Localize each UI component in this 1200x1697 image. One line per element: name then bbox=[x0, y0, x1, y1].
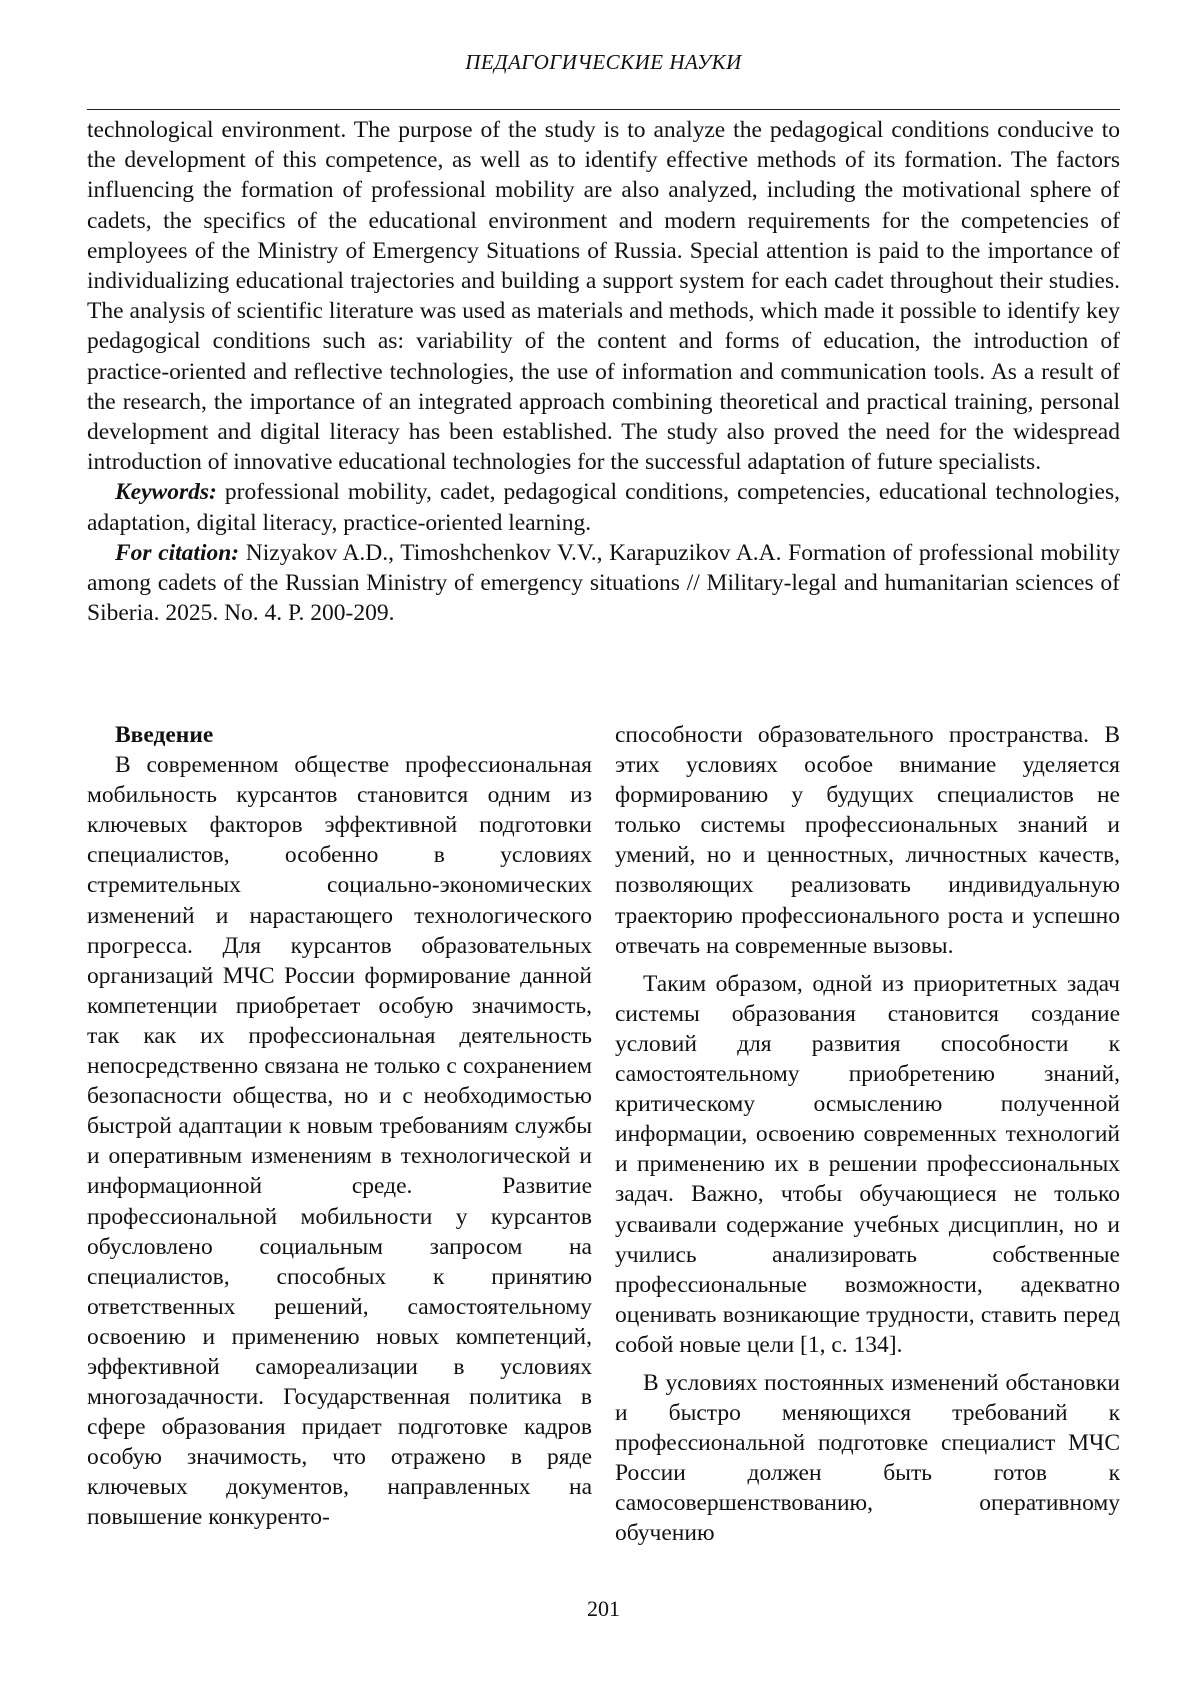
header-rule bbox=[87, 109, 1120, 110]
keywords-text: professional mobility, cadet, pedagogical conditions, competencies, educational technologies, adaptation, digital literacy, practice-oriented learning. bbox=[87, 479, 1120, 536]
intro-paragraph-3: В условиях постоянных изменений обстановки и быстро меняющихся требований к профессиональной подготовке специалист МЧС России должен быть готов к самосовершенствованию, оперативному обучению bbox=[615, 1369, 1120, 1547]
abstract-continuation: technological environment. The purpose of the study is to analyze the pedagogical conditions conducive to the development of this competence, as well as to identify effective methods of its formation. The factors influencing the formation of professional mobility are also analyzed, including the motivational sphere of cadets, the specifics of the educational environment and modern requirements for the competencies of employees of the Ministry of Emergency Situations of Russia. Special attention is paid to the importance of individualizing educational trajectories and building a support system for each cadet throughout their studies. The analysis of scientific literature was used as materials and methods, which made it possible to identify key pedagogical conditions such as: variability of the content and forms of education, the introduction of practice-oriented and reflective technologies, the use of information and communication tools. As a result of the research, the importance of an integrated approach combining theoretical and practical training, personal development and digital literacy has been established. The study also proved the need for the widespread introduction of innovative educational technologies for the successful adaptation of future specialists. bbox=[87, 117, 1120, 476]
intro-paragraph-1-continuation: способности образовательного пространства. В этих условиях особое внимание уделяется формированию у будущих специалистов не только системы профессиональных знаний и умений, но и ценностных, личностных качеств, позволяющих реализовать индивидуальную траекторию профессионального роста и успешно отвечать на современные вызовы. bbox=[615, 722, 1120, 959]
page-number: 201 bbox=[587, 1596, 620, 1621]
section-title: Введение bbox=[115, 722, 214, 748]
journal-page bbox=[87, 0, 1120, 1697]
right-column bbox=[615, 720, 1120, 1549]
intro-paragraph-1: В современном обществе профессиональная мобильность курсантов становится одним из ключевых факторов эффективной подготовки специалистов, особенно в условиях стремительных социально-экономических изменений и нарастающего технологического прогресса. Для курсантов образовательных организаций МЧС России формирование данной компетенции приобретает особую значимость, так как их профессиональная деятельность непосредственно связана не только с сохранением безопасности общества, но и с необходимостью быстрой адаптации к новым требованиям службы и оперативным изменениям в технологической и информационной среде. Развитие профессиональной мобильности у курсантов обусловлено социальным запросом на специалистов, способных к принятию ответственных решений, самостоятельному освоению и применению новых компетенций, эффективной самореализации в условиях многозадачности. Государственная политика в сфере образования придает подготовке кадров особую значимость, что отражено в ряде ключевых документов, направленных на повышение конкуренто- bbox=[87, 752, 592, 1531]
intro-paragraph-2: Таким образом, одной из приоритетных задач системы образования становится создание условий для развития способности к самостоятельному приобретению знаний, критическому осмыслению полученной информации, освоению современных технологий и применению их в решении профессиональных задач. Важно, чтобы обучающиеся не только усваивали содержание учебных дисциплин, но и учились анализировать собственные профессиональные возможности, адекватно оценивать возникающие трудности, ставить перед собой новые цели [1, с. 134]. bbox=[615, 970, 1120, 1358]
english-abstract bbox=[87, 115, 1120, 628]
keywords-label: Keywords: bbox=[115, 479, 217, 506]
left-column bbox=[87, 720, 592, 1533]
citation-label: For citation: bbox=[115, 539, 240, 566]
citation-text: Nizyakov A.D., Timoshchenkov V.V., Karapuzikov A.A. Formation of professional mobility among cadets of the Russian Ministry of emergency situations // Military-legal and humanitarian sciences of Siberia. 2025. No. 4. P. 200-209. bbox=[87, 539, 1121, 627]
keywords-paragraph bbox=[87, 477, 1120, 537]
running-head: ПЕДАГОГИЧЕСКИЕ НАУКИ bbox=[465, 50, 742, 74]
citation-paragraph bbox=[87, 538, 1120, 629]
